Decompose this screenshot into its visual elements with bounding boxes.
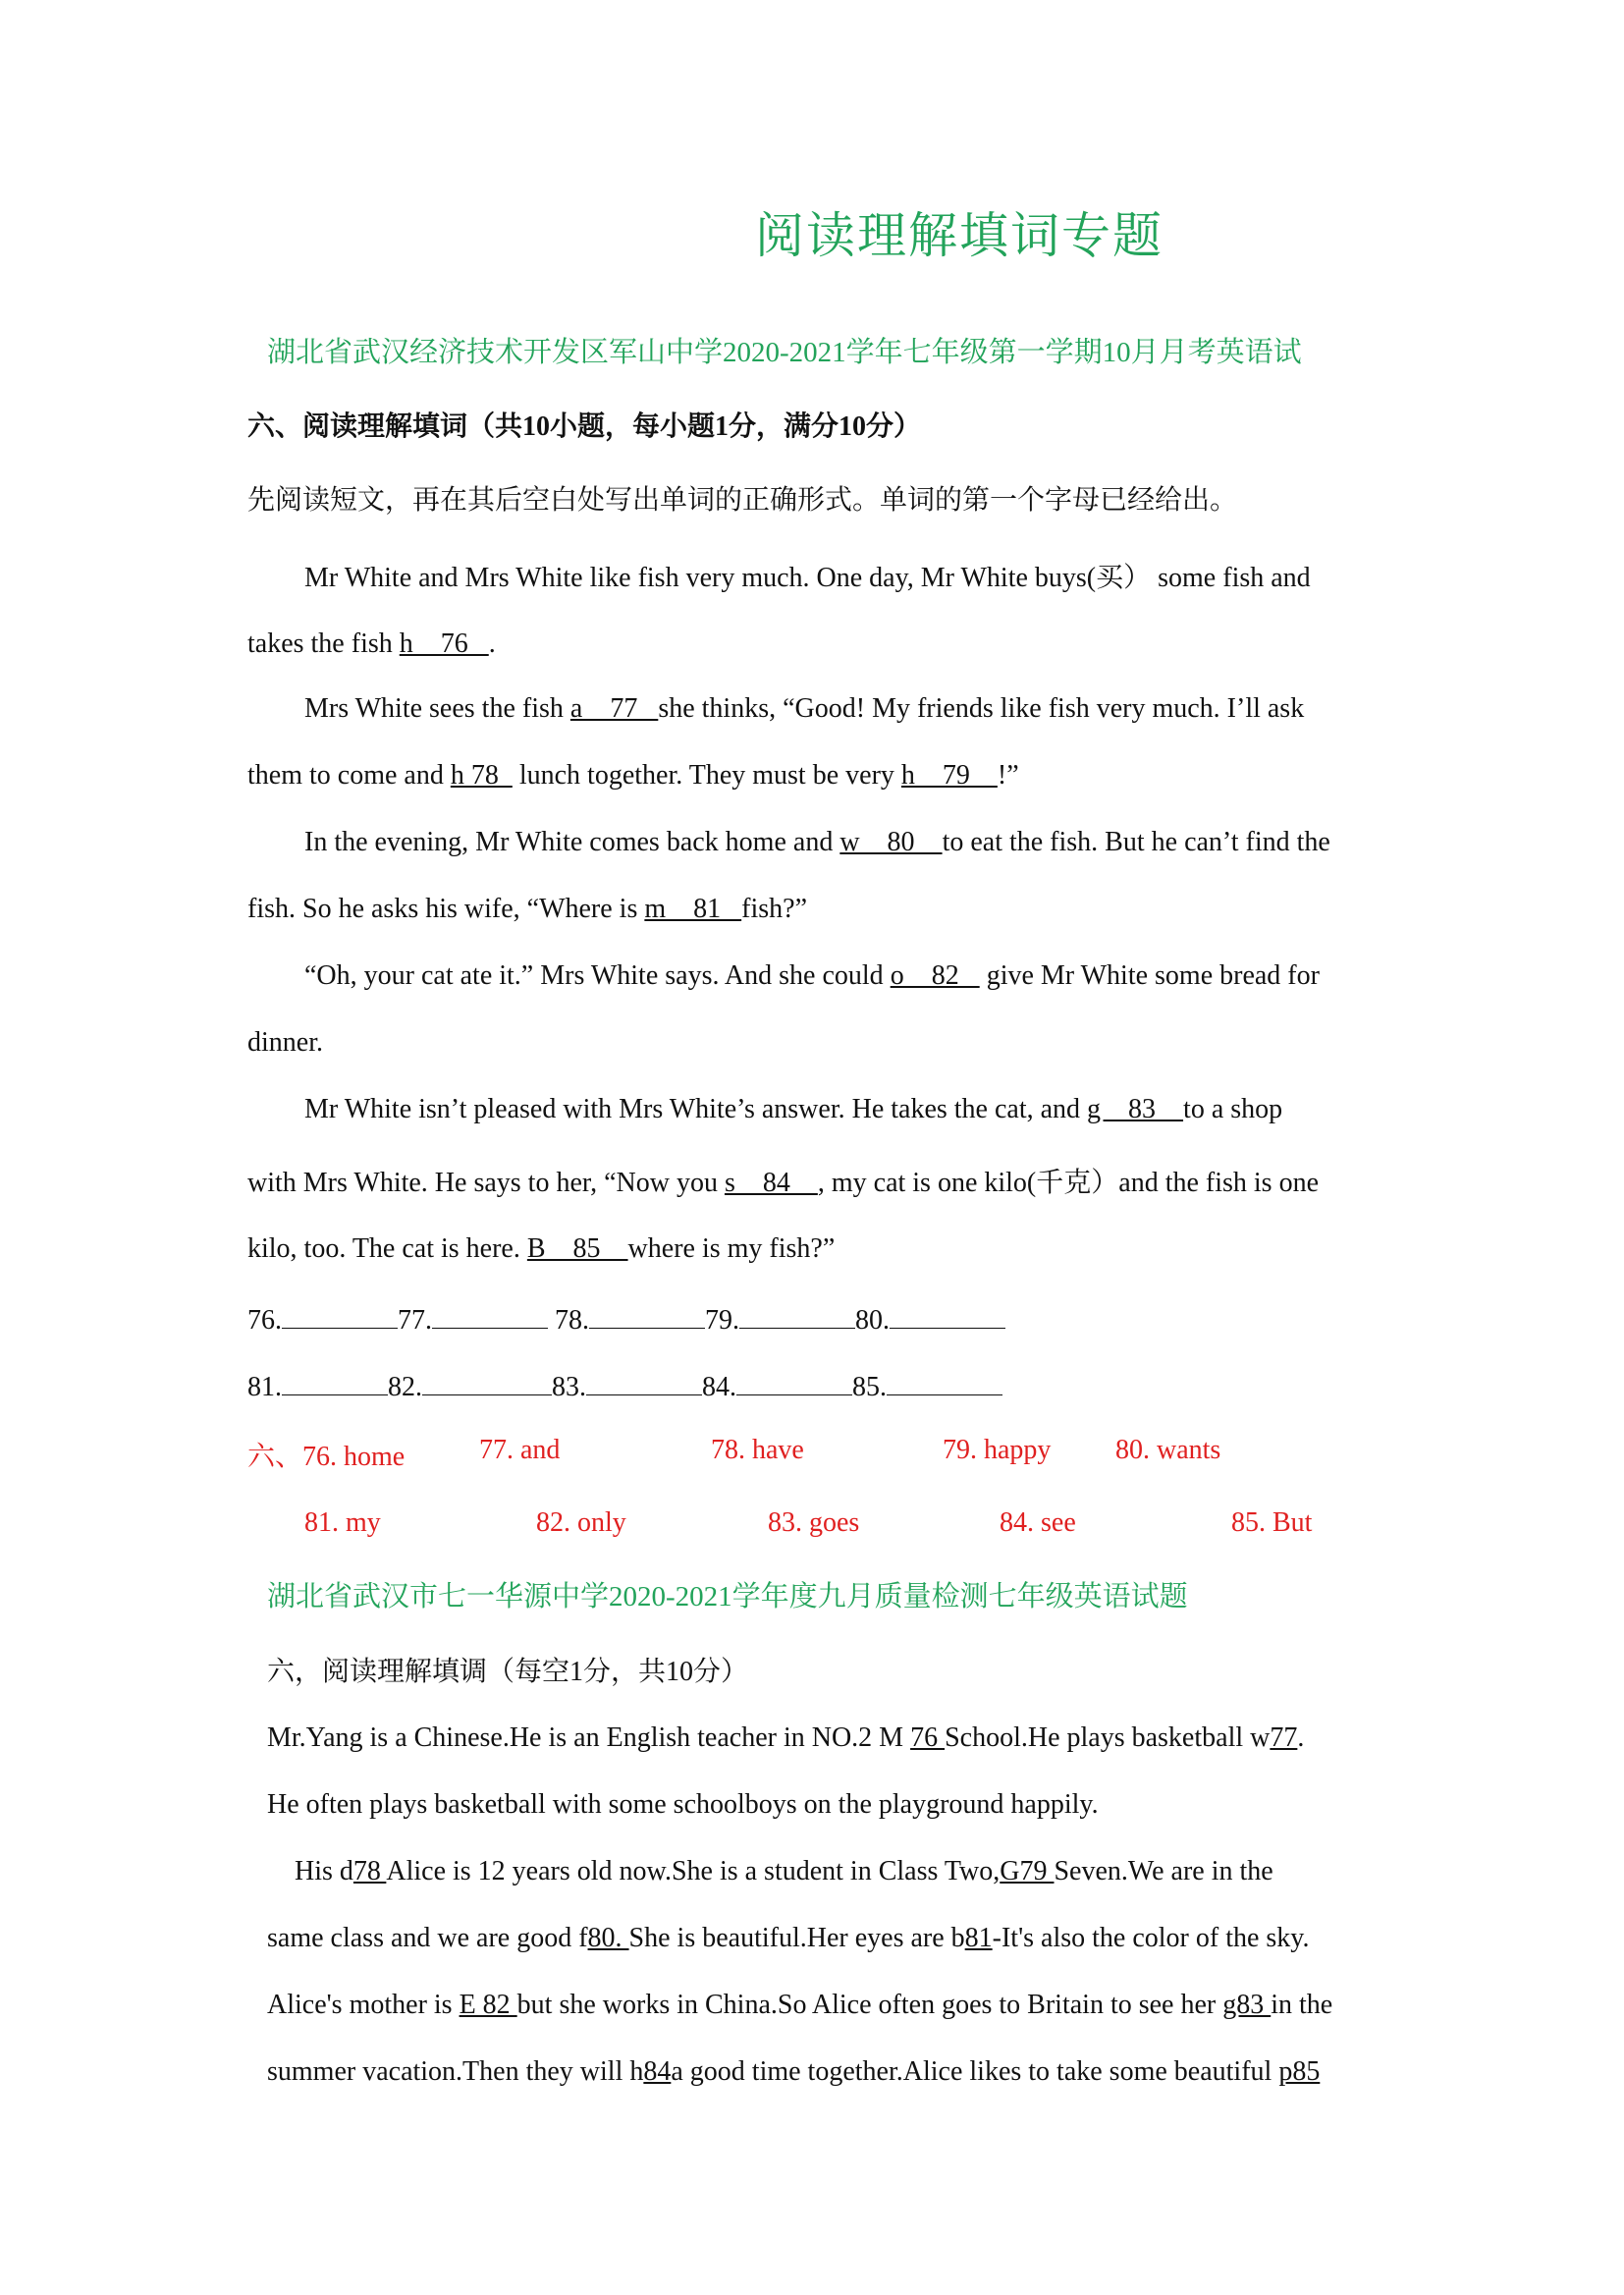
answer-key: 80. wants (1115, 1435, 1221, 1465)
blank-83[interactable]: g83 (1222, 1990, 1272, 2020)
answer-blank[interactable] (432, 1300, 548, 1329)
passage-text: His d (295, 1856, 353, 1886)
passage-text: a good time together.Alice likes to take some beautiful (671, 2056, 1279, 2087)
passage-line (267, 1722, 1304, 1754)
passage-text: give Mr White some bread for (979, 960, 1320, 991)
item-number: 79. (705, 1305, 739, 1336)
answer-key: 77. and (479, 1435, 561, 1465)
passage-line (304, 960, 1320, 992)
item-number: 83. (552, 1372, 586, 1402)
passage-text: Mrs White sees the fish (304, 693, 570, 724)
answer-blanks-row (247, 1300, 1005, 1337)
answer-key: 81. my (304, 1507, 381, 1538)
passage-text: them to come and (247, 760, 451, 791)
passage-text: kilo, too. The cat is here. (247, 1233, 527, 1264)
passage-text: fish. So he asks his wife, “Where is (247, 894, 645, 924)
section1-source: 湖北省武汉经济技术开发区军山中学2020-2021学年七年级第一学期10月月考英语试 (267, 337, 1302, 368)
blank-79[interactable]: G79 (1000, 1856, 1055, 1886)
answer-blank[interactable] (586, 1367, 702, 1395)
blank-82[interactable]: E 82 (459, 1990, 517, 2020)
section1-heading: 六、阅读理解填词（共10小题，每小题1分，满分10分） (247, 411, 922, 442)
blank-76[interactable]: 76 (910, 1722, 946, 1753)
section1-instruction: 先阅读短文，再在其后空白处写出单词的正确形式。单词的第一个字母已经给出。 (247, 485, 1238, 516)
passage-text: fish?” (741, 894, 807, 924)
passage-text: where is my fish?” (627, 1233, 836, 1264)
passage-line (267, 2056, 1320, 2088)
passage-text: Seven.We are in the (1054, 1856, 1273, 1886)
passage-text: In the evening, Mr White comes back home and (304, 827, 840, 857)
passage-text: summer vacation.Then they will h (267, 2056, 644, 2087)
passage-line (247, 760, 1019, 792)
blank-82[interactable]: o 82 (890, 960, 980, 991)
section2-heading: 六，阅读理解填调（每空1分，共10分） (267, 1657, 749, 1687)
passage-text: lunch together. They must be very (512, 760, 901, 791)
blank-78[interactable]: 78 (352, 1856, 387, 1886)
answer-blank[interactable] (589, 1300, 705, 1329)
answer-key: 六、76. home (247, 1442, 406, 1472)
blank-85[interactable]: p85 (1278, 2056, 1321, 2087)
passage-text: !” (997, 760, 1019, 791)
passage-text: School.He plays basketball w (945, 1722, 1271, 1753)
item-number: 81. (247, 1372, 282, 1402)
page-title: 阅读理解填词专题 (755, 208, 1164, 263)
passage-text: She is beautiful.Her eyes are b (628, 1923, 965, 1953)
blank-85[interactable]: B 85 (526, 1233, 628, 1264)
passage-text: . (488, 628, 496, 659)
item-number: 82. (388, 1372, 422, 1402)
passage-line (304, 827, 1330, 858)
passage-text: to a shop (1183, 1094, 1283, 1124)
blank-80[interactable]: w 80 (839, 827, 943, 857)
blank-81[interactable]: 81 (964, 1923, 993, 1953)
blank-83[interactable]: g 83 (1087, 1094, 1184, 1124)
passage-text: -It's also the color of the sky. (992, 1923, 1310, 1953)
passage-line (247, 1161, 1319, 1200)
passage-text: Alice is 12 years old now.She is a student in Class Two, (386, 1856, 1001, 1886)
passage-text: dinner. (247, 1027, 323, 1058)
item-number: 80. (855, 1305, 890, 1336)
answer-blank[interactable] (736, 1367, 852, 1395)
blank-77[interactable]: 77 (1270, 1722, 1298, 1753)
passage-line (304, 556, 1311, 595)
passage-text: with Mrs White. He says to her, “Now you (247, 1168, 725, 1198)
passage-text: , my cat is one kilo(千克）and the fish is one (817, 1168, 1319, 1198)
answer-blank[interactable] (739, 1300, 855, 1329)
passage-text: she thinks, “Good! My friends like fish very much. I’ll ask (658, 693, 1305, 724)
blank-84[interactable]: s 84 (724, 1168, 818, 1198)
passage-text: to eat the fish. But he can’t find the (942, 827, 1330, 857)
answer-key: 85. But (1231, 1507, 1313, 1538)
answer-blank[interactable] (422, 1367, 552, 1395)
passage-text: but she works in China.So Alice often goes to Britain to see her (516, 1990, 1223, 2020)
passage-text: Alice's mother is (267, 1990, 460, 2020)
item-number: 84. (702, 1372, 736, 1402)
passage-line (247, 1027, 323, 1059)
passage-line (304, 1094, 1282, 1125)
answer-blank[interactable] (282, 1300, 398, 1329)
item-number: 78. (555, 1305, 589, 1336)
passage-text: Mr White and Mrs White like fish very much. One day, Mr White buys(买） some fish and (304, 563, 1311, 593)
section2-source: 湖北省武汉市七一华源中学2020-2021学年度九月质量检测七年级英语试题 (267, 1581, 1188, 1612)
passage-line (295, 1856, 1273, 1887)
passage-text: takes the fish (247, 628, 400, 659)
item-number: 76. (247, 1305, 282, 1336)
blank-81[interactable]: m 81 (644, 894, 742, 924)
passage-text: . (1297, 1722, 1305, 1753)
answer-key: 79. happy (943, 1435, 1052, 1465)
item-number: 85. (852, 1372, 887, 1402)
passage-line (247, 1233, 835, 1265)
passage-text: in the (1271, 1990, 1333, 2020)
blank-76[interactable]: h 76 (399, 628, 489, 659)
answer-blank[interactable] (890, 1300, 1005, 1329)
passage-line (247, 894, 807, 925)
answer-key: 83. goes (768, 1507, 860, 1538)
answer-blank[interactable] (282, 1367, 388, 1395)
blank-84[interactable]: 84 (643, 2056, 672, 2087)
blank-78[interactable]: h 78 (450, 760, 513, 791)
passage-line (267, 1990, 1332, 2021)
passage-line (267, 1923, 1309, 1954)
passage-line (304, 693, 1304, 725)
passage-line (247, 628, 496, 660)
answer-blanks-row (247, 1367, 1002, 1403)
blank-77[interactable]: a 77 (569, 693, 659, 724)
blank-79[interactable]: h 79 (900, 760, 998, 791)
passage-text: Mr.Yang is a Chinese.He is an English teacher in NO.2 M (267, 1722, 911, 1753)
answer-key: 78. have (711, 1435, 804, 1465)
answer-blank[interactable] (887, 1367, 1002, 1395)
item-number: 77. (398, 1305, 432, 1336)
passage-text: Mr White isn’t pleased with Mrs White’s answer. He takes the cat, and (304, 1094, 1088, 1124)
answer-key: 82. only (536, 1507, 626, 1538)
passage-line: He often plays basketball with some schoolboys on the playground happily. (267, 1789, 1099, 1820)
blank-80[interactable]: 80. (587, 1923, 629, 1953)
answer-key: 84. see (1000, 1507, 1076, 1538)
passage-text: same class and we are good f (267, 1923, 588, 1953)
passage-text: “Oh, your cat ate it.” Mrs White says. And she could (304, 960, 891, 991)
